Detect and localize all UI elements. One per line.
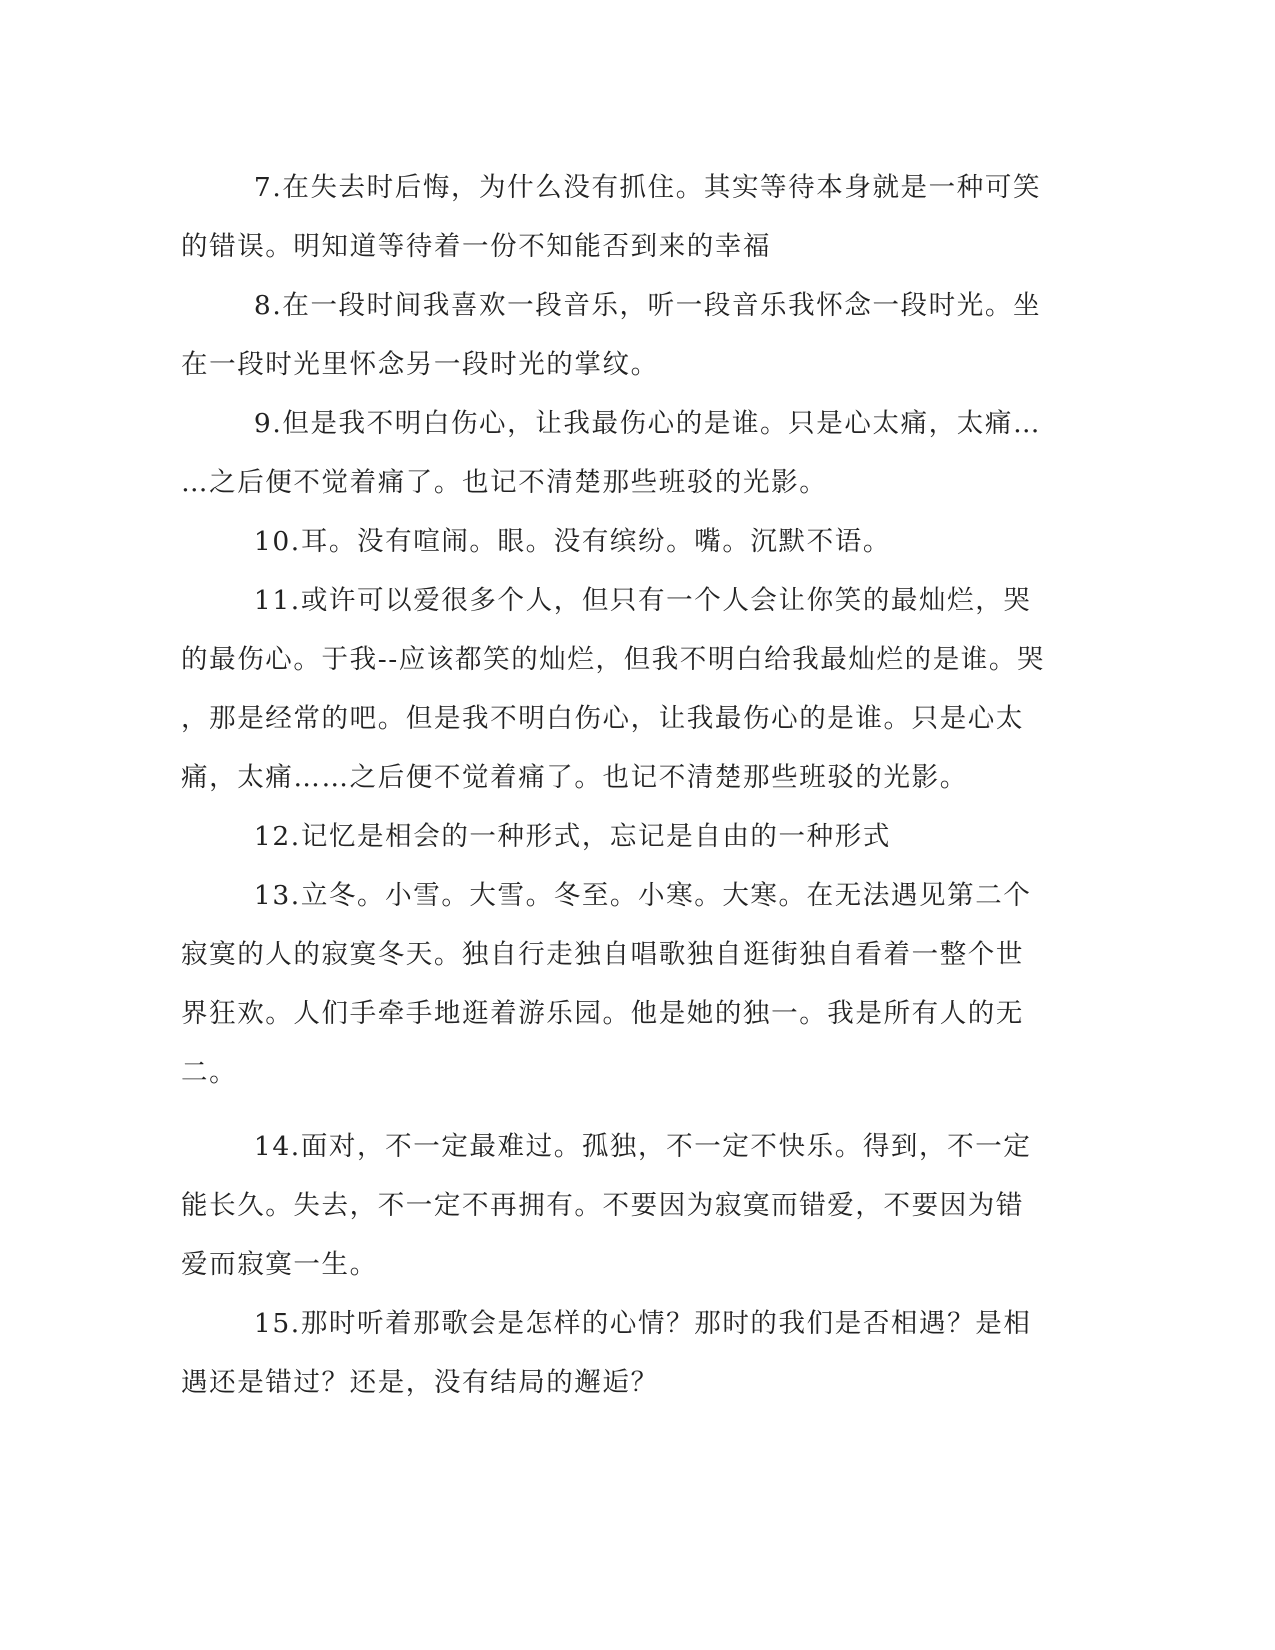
paragraph-15: 15.那时听着那歌会是怎样的心情？那时的我们是否相遇？是相遇还是错过？还是，没有结局的邂逅？: [181, 1308, 1032, 1398]
paragraph-8: 8.在一段时间我喜欢一段音乐，听一段音乐我怀念一段时光。坐在一段时光里怀念另一段时光的掌纹。: [181, 290, 1042, 380]
paragraph-12: 12.记忆是相会的一种形式，忘记是自由的一种形式: [253, 821, 891, 852]
paragraph-14: 14.面对，不一定最难过。孤独，不一定不快乐。得到，不一定能长久。失去，不一定不再拥有。不要因为寂寞而错爱，不要因为错爱而寂寞一生。: [181, 1131, 1032, 1280]
paragraph-13: 13.立冬。小雪。大雪。冬至。小寒。大寒。在无法遇见第二个寂寞的人的寂寞冬天。独自行走独自唱歌独自逛街独自看着一整个世界狂欢。人们手牵手地逛着游乐园。他是她的独一。我是所有人的无二。: [181, 880, 1032, 1088]
paragraph-9: 9.但是我不明白伤心，让我最伤心的是谁。只是心太痛，太痛……之后便不觉着痛了。也记不清楚那些班驳的光影。: [181, 408, 1042, 498]
paragraph-11: 11.或许可以爱很多个人，但只有一个人会让你笑的最灿烂，哭的最伤心。于我--应该都笑的灿烂，但我不明白给我最灿烂的是谁。哭，那是经常的吧。但是我不明白伤心，让我最伤心的是谁。只是心太痛，太痛……之后便不觉着痛了。也记不清楚那些班驳的光影。: [181, 585, 1046, 793]
document-body: [181, 158, 1051, 1412]
paragraph-10: 10.耳。没有喧闹。眼。没有缤纷。嘴。沉默不语。: [253, 526, 891, 557]
paragraph-7: 7.在失去时后悔，为什么没有抓住。其实等待本身就是一种可笑的错误。明知道等待着一份不知能否到来的幸福: [181, 172, 1042, 262]
